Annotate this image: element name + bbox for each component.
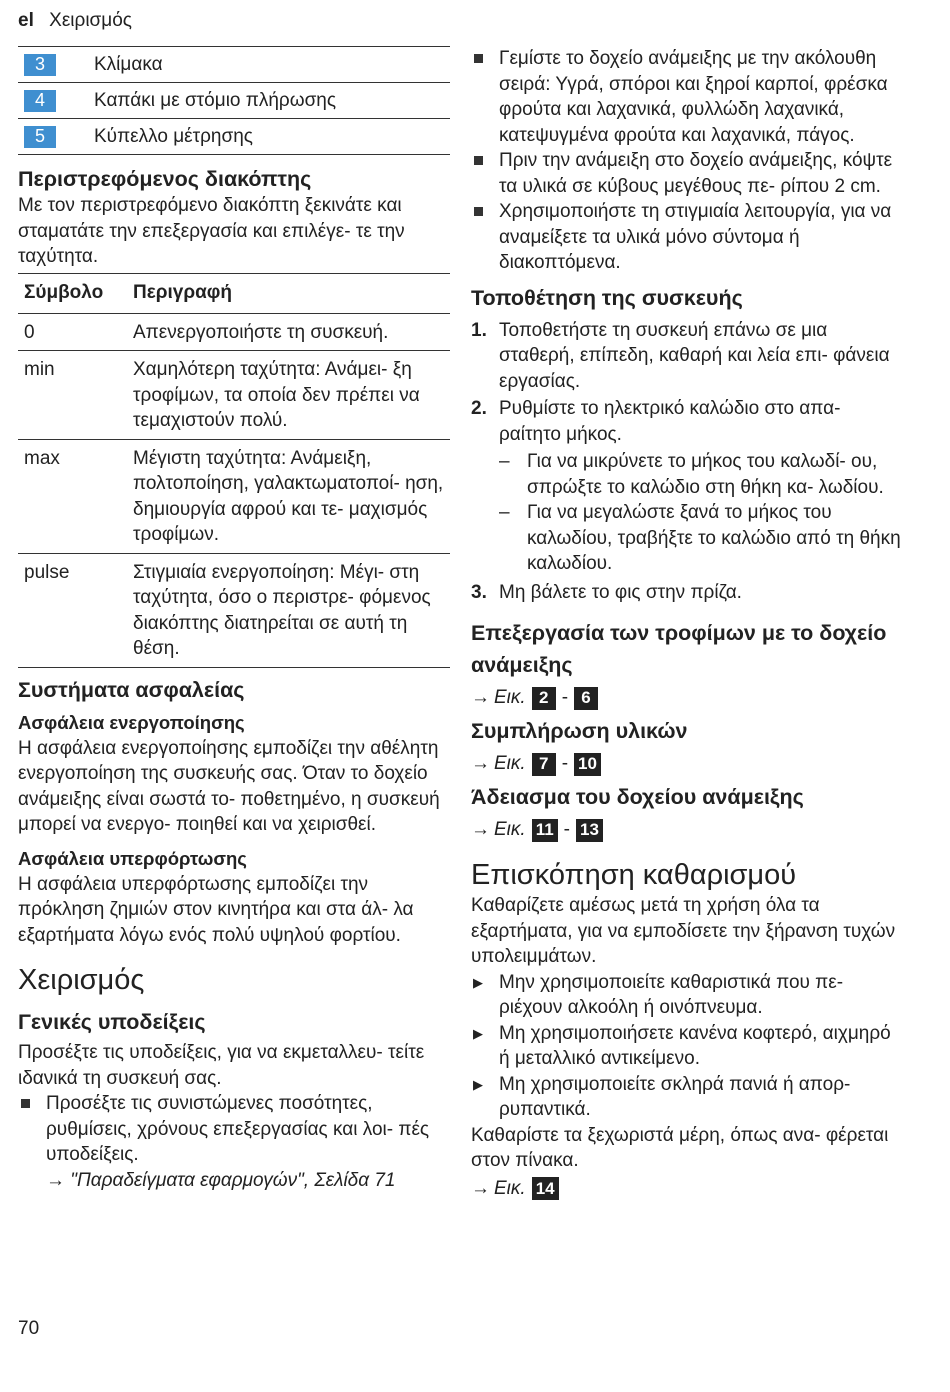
description-column-header: Περιγραφή xyxy=(133,282,232,303)
list-item xyxy=(471,396,905,577)
general-notes-bullet: Προσέξτε τις συνιστώμενες ποσότητες, ρυθμίσεις, χρόνους επεξεργασίας και λοι- πές υποδείξεις. xyxy=(46,1093,430,1165)
overload-safety-heading: Ασφάλεια υπερφόρτωσης xyxy=(18,847,247,869)
overload-safety-text: Η ασφάλεια υπερφόρτωσης εμποδίζει την πρόκληση ζημιών στον κινητήρα και στα άλ- λα εξαρτήματα λόγω ενός πολύ υψηλού φορτίου. xyxy=(18,873,414,946)
triangle-bullet-icon: ▶ xyxy=(473,1076,483,1092)
description-cell: Απενεργοποιήστε τη συσκευή. xyxy=(133,321,389,343)
triangle-bullet-icon: ▶ xyxy=(473,1025,483,1041)
warning-text: Μη χρησιμοποιείτε σκληρά πανιά ή απορ- ρυπαντικά. xyxy=(499,1073,851,1120)
part-number-badge: 4 xyxy=(24,90,56,112)
figure-label: Εικ. xyxy=(494,687,526,708)
cleaning-intro: Καθαρίζετε αμέσως μετά τη χρήση όλα τα εξαρτήματα, για να εμποδίσετε την ξήρανση τυχών υπολειμμάτων. xyxy=(471,895,896,967)
list-item: Γεμίστε το δοχείο ανάμειξης με την ακόλουθη σειρά: Υγρά, σπόροι και ξηροί καρποί, φρέσκα φρούτα και λαχανικά, φυλλώδη λαχανικά, κατεψυγμένα φρούτα και λαχανικά, πάγος. xyxy=(471,46,905,148)
parts-table xyxy=(18,46,450,155)
cleaning-overview-heading: Επισκόπηση καθαρισμού xyxy=(471,859,797,891)
list-item xyxy=(471,1021,905,1072)
cleaning-outro: Καθαρίστε τα ξεχωριστά μέρη, όπως ανα- φέρεται στον πίνακα. xyxy=(471,1124,889,1171)
warning-text: Μην χρησιμοποιείτε καθαριστικά που πε- ριέχουν αλκοόλη ή οινόπνευμα. xyxy=(499,971,844,1018)
range-dash: - xyxy=(561,753,569,774)
figure-label: Εικ. xyxy=(494,753,526,774)
symbol-cell: min xyxy=(24,359,55,380)
table-row xyxy=(18,554,450,668)
figure-number-badge: 10 xyxy=(574,753,601,776)
activation-safety-text: Η ασφάλεια ενεργοποίησης εμποδίζει την αθέλητη ενεργοποίηση της συσκευής σας. Όταν το δοχείο ανάμειξης είναι σωστά το- ποθετημένο, η συσκευή μπορεί να ενεργο- ποιηθεί και να χειρισθεί. xyxy=(18,737,440,835)
safety-systems-heading: Συστήματα ασφαλείας xyxy=(18,677,245,702)
step-text: Μη βάλετε το φις στην πρίζα. xyxy=(499,581,742,603)
warning-text: Μη χρησιμοποιήσετε κανένα κοφτερό, αιχμηρό ή μεταλλικό αντικείμενο. xyxy=(499,1022,891,1069)
list-item xyxy=(499,449,905,500)
parts-row xyxy=(18,47,450,83)
part-number-badge: 5 xyxy=(24,126,56,148)
part-number-badge: 3 xyxy=(24,54,56,76)
table-row xyxy=(18,314,450,352)
arrow-icon: → xyxy=(471,753,490,774)
figure-number-badge: 14 xyxy=(532,1177,559,1200)
symbol-cell: pulse xyxy=(24,561,70,583)
language-code: el xyxy=(18,10,34,31)
cable-sub-steps xyxy=(499,449,905,577)
parts-row xyxy=(18,119,450,155)
range-dash: - xyxy=(563,819,570,840)
placement-steps xyxy=(471,318,905,606)
header-section: Χειρισμός xyxy=(49,10,132,31)
sub-step-text: Για να μεγαλώστε ξανά το μήκος του καλωδίου, τραβήξτε το καλώδιο από τη θήκη καλωδίου. xyxy=(527,502,901,574)
step-number: 3. xyxy=(471,581,487,603)
general-notes-heading: Γενικές υποδείξεις xyxy=(18,1010,206,1034)
filling-tips-list xyxy=(471,46,905,276)
placement-heading: Τοποθέτηση της συσκευής xyxy=(471,285,743,310)
symbol-cell: 0 xyxy=(24,321,35,343)
symbol-table-header xyxy=(18,274,450,314)
cleaning-warnings-list xyxy=(471,970,905,1123)
left-column xyxy=(18,46,450,1193)
part-label: Κλίμακα xyxy=(94,53,163,75)
step-number: 2. xyxy=(471,398,487,419)
symbol-cell: max xyxy=(24,447,60,469)
symbol-table xyxy=(18,273,450,668)
operation-heading: Χειρισμός xyxy=(18,964,145,996)
triangle-bullet-icon: ▶ xyxy=(473,974,483,990)
processing-heading: Επεξεργασία των τροφίμων με το δοχείο ανάμειξης xyxy=(471,621,887,677)
figure-label: Εικ. xyxy=(494,1177,526,1199)
figure-number-badge: 11 xyxy=(532,819,558,842)
description-cell: Χαμηλότερη ταχύτητα: Ανάμει- ξη τροφίμων, τα οποία δεν πρέπει να τεμαχιστούν πολύ. xyxy=(133,359,420,431)
cross-ref-arrow: → xyxy=(46,1169,65,1191)
figure-number-badge: 2 xyxy=(532,687,556,710)
figure-label: Εικ. xyxy=(494,819,526,840)
list-item xyxy=(471,970,905,1021)
application-examples-link[interactable]: "Παραδείγματα εφαρμογών", Σελίδα 71 xyxy=(70,1169,396,1191)
sub-step-text: Για να μικρύνετε το μήκος του καλωδί- ου, σπρώξτε το καλώδιο στη θήκη κα- λωδίου. xyxy=(527,451,884,498)
step-text: Τοποθετήστε τη συσκευή επάνω σε μια σταθερή, επίπεδη, καθαρή και λεία επι- φάνεια εργασίας. xyxy=(499,319,890,392)
general-notes-text: Προσέξτε τις υποδείξεις, για να εκμεταλλευ- τείτε ιδανικά τη συσκευή σας. xyxy=(18,1042,425,1089)
general-notes-list xyxy=(18,1091,450,1193)
rotary-switch-text: Με τον περιστρεφόμενο διακόπτη ξεκινάτε και σταματάτε την επεξεργασία και επιλέγε- τε την ταχύτητα. xyxy=(18,195,405,267)
list-item xyxy=(471,318,905,395)
list-item: Πριν την ανάμειξη στο δοχείο ανάμειξης, κόψτε τα υλικά σε κύβους μεγέθους πε- ρίπου 2 cm. xyxy=(471,148,905,199)
right-column xyxy=(471,46,905,1202)
page-header xyxy=(18,10,132,32)
figure-ref-fill xyxy=(471,751,905,777)
list-item xyxy=(471,580,905,606)
rotary-switch-heading: Περιστρεφόμενος διακόπτης xyxy=(18,167,312,191)
fill-ingredients-heading: Συμπλήρωση υλικών xyxy=(471,719,688,743)
parts-row xyxy=(18,83,450,119)
activation-safety-heading: Ασφάλεια ενεργοποίησης xyxy=(18,711,245,733)
list-item xyxy=(471,1072,905,1123)
dash-marker: – xyxy=(499,451,510,472)
description-cell: Μέγιστη ταχύτητα: Ανάμειξη, πολτοποίηση, γαλακτωματοποί- ηση, δημιουργία αφρού και τε- μαχισμός τροφίμων. xyxy=(133,447,444,545)
arrow-icon: → xyxy=(471,687,490,708)
dash-marker: – xyxy=(499,502,510,523)
list-item xyxy=(18,1091,450,1193)
figure-number-badge: 13 xyxy=(576,819,603,842)
step-text: Ρυθμίστε το ηλεκτρικό καλώδιο στο απα- ραίτητο μήκος. xyxy=(499,398,841,445)
description-cell: Στιγμιαία ενεργοποίηση: Μέγι- στη ταχύτητα, όσο ο περιστρε- φόμενος διακόπτης διατηρείται σε αυτή τη θέση. xyxy=(133,561,431,659)
page-number: 70 xyxy=(18,1318,40,1339)
symbol-column-header: Σύμβολο xyxy=(24,282,104,303)
part-label: Καπάκι με στόμιο πλήρωσης xyxy=(94,89,337,111)
arrow-icon: → xyxy=(471,1177,490,1199)
figure-ref-cleaning xyxy=(471,1176,905,1202)
table-row xyxy=(18,351,450,440)
empty-jug-heading: Άδειασμα του δοχείου ανάμειξης xyxy=(471,785,804,809)
list-item xyxy=(499,500,905,577)
figure-number-badge: 7 xyxy=(532,753,556,776)
figure-ref-processing xyxy=(471,685,905,711)
part-label: Κύπελλο μέτρησης xyxy=(94,125,253,147)
figure-ref-empty xyxy=(471,817,905,843)
table-row xyxy=(18,440,450,554)
step-number: 1. xyxy=(471,319,487,341)
arrow-icon: → xyxy=(471,819,490,840)
range-dash: - xyxy=(561,687,569,708)
figure-number-badge: 6 xyxy=(574,687,598,710)
list-item: Χρησιμοποιήστε τη στιγμιαία λειτουργία, για να αναμείξετε τα υλικά μόνο σύντομα ή διακοπτόμενα. xyxy=(471,199,905,276)
